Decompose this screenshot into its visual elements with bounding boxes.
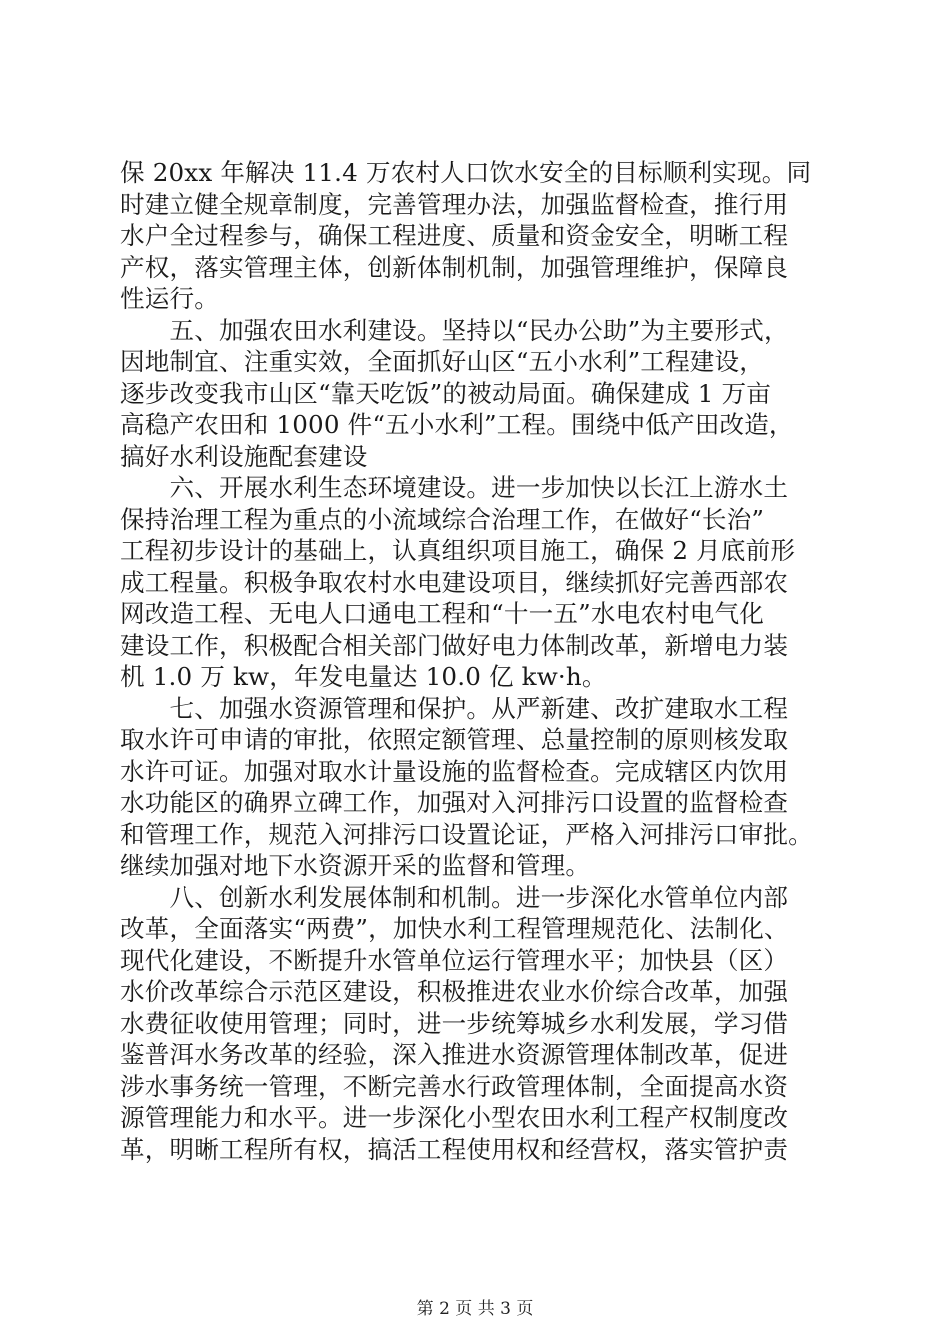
- text-line: 保持治理工程为重点的小流域综合治理工作，在做好“长治”: [120, 504, 765, 534]
- text-line: 革，明晰工程所有权，搞活工程使用权和经营权，落实管护责: [120, 1134, 789, 1164]
- text-line: 性运行。: [120, 284, 219, 313]
- text-line: 工程初步设计的基础上，认真组织项目施工，确保 2 月底前形: [120, 536, 796, 565]
- text-line: 水价改革综合示范区建设，积极推进农业水价综合改革，加强: [120, 977, 789, 1006]
- text-line: 水功能区的确界立碑工作，加强对入河排污口设置的监督检查: [120, 788, 789, 817]
- text-line: 改革，全面落实“两费”，加快水利工程管理规范化、法制化、: [120, 914, 789, 943]
- text-line: 取水许可申请的审批，依照定额管理、总量控制的原则核发取: [120, 725, 789, 754]
- text-line: 产权，落实管理主体，创新体制机制，加强管理维护，保障良: [120, 252, 789, 282]
- text-line: 时建立健全规章制度，完善管理办法，加强监督检查，推行用: [120, 189, 789, 219]
- text-line: 七、加强水资源管理和保护。从严新建、改扩建取水工程: [120, 693, 789, 723]
- text-line: 和管理工作，规范入河排污口设置论证，严格入河排污口审批。: [120, 819, 813, 849]
- text-line: 因地制宜、注重实效，全面抓好山区“五小水利”工程建设，: [120, 347, 765, 376]
- text-line: 机 1.0 万 kw，年发电量达 10.0 亿 kw·h。: [120, 662, 607, 691]
- text-line: 源管理能力和水平。进一步深化小型农田水利工程产权制度改: [120, 1103, 789, 1132]
- text-line: 涉水事务统一管理，不断完善水行政管理体制，全面提高水资: [120, 1071, 789, 1101]
- text-line: 建设工作，积极配合相关部门做好电力体制改革，新增电力装: [120, 630, 789, 660]
- text-line: 六、开展水利生态环境建设。进一步加快以长江上游水土: [120, 473, 789, 502]
- text-line: 水费征收使用管理；同时，进一步统筹城乡水利发展，学习借: [120, 1008, 789, 1038]
- text-line: 八、创新水利发展体制和机制。进一步深化水管单位内部: [120, 882, 789, 912]
- text-line: 五、加强农田水利建设。坚持以“民办公助”为主要形式，: [120, 315, 789, 345]
- document-body: [120, 157, 840, 1165]
- text-line: 水户全过程参与，确保工程进度、质量和资金安全，明晰工程: [120, 221, 789, 250]
- text-line: 逐步改变我市山区“靠天吃饭”的被动局面。确保建成 1 万亩: [120, 378, 772, 408]
- text-line: 网改造工程、无电人口通电工程和“十一五”水电农村电气化: [120, 599, 765, 628]
- text-line: 保 20xx 年解决 11.4 万农村人口饮水安全的目标顺利实现。同: [120, 158, 812, 187]
- text-line: 搞好水利设施配套建设: [120, 441, 368, 471]
- text-line: 鉴普洱水务改革的经验，深入推进水资源管理体制改革，促进: [120, 1040, 789, 1069]
- text-line: 成工程量。积极争取农村水电建设项目，继续抓好完善西部农: [120, 567, 789, 597]
- text-line: 继续加强对地下水资源开采的监督和管理。: [120, 851, 591, 880]
- text-line: 现代化建设，不断提升水管单位运行管理水平；加快县（区）: [120, 945, 789, 975]
- page-footer: 第 2 页 共 3 页: [416, 1299, 534, 1319]
- text-line: 高稳产农田和 1000 件“五小水利”工程。围绕中低产田改造，: [120, 410, 794, 439]
- text-line: 水许可证。加强对取水计量设施的监督检查。完成辖区内饮用: [120, 756, 789, 786]
